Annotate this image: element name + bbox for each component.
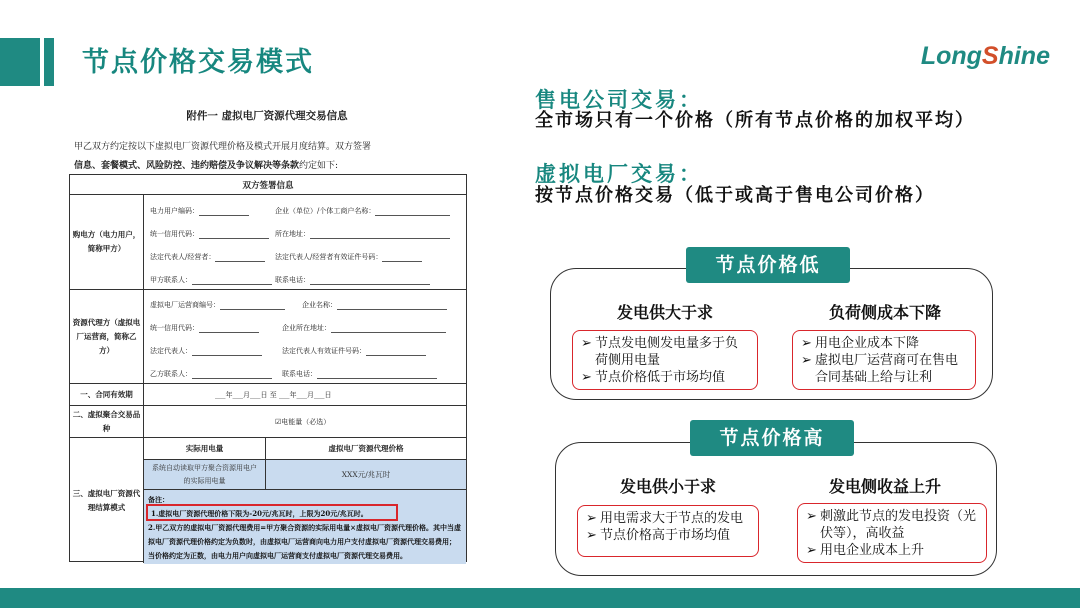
high-left-title: 发电供小于求 [619, 477, 716, 496]
buyer-field: 法定代表人/经营者： [150, 252, 265, 262]
low-right-box [792, 330, 976, 390]
footer-bar [0, 588, 1080, 608]
agent-field: 法定代表人有效证件号码： [282, 346, 426, 356]
buyer-field: 甲方联系人： [150, 275, 272, 285]
page-title: 节点价格交易模式 [82, 47, 314, 78]
sell-company-desc: 全市场只有一个价格（所有节点价格的加权平均） [535, 110, 975, 131]
variety-label: 二、虚拟聚合交易品种 [70, 406, 144, 437]
cell-actual-usage: 系统自动读取甲方聚合资源用电户的实际用电量 [144, 460, 266, 490]
agent-label: 资源代理方（虚拟电厂运营商，简称乙方） [70, 290, 144, 383]
cell-agent-price: XXX元/兆瓦时 [266, 460, 466, 490]
low-right-title: 负荷侧成本下降 [828, 303, 941, 322]
list-item: ➢ 节点发电侧发电量多于负荷侧用电量 [581, 336, 739, 368]
low-price-tag: 节点价格低 [686, 247, 850, 283]
high-price-tag: 节点价格高 [690, 420, 854, 456]
sell-company-title: 售电公司交易： [535, 88, 703, 112]
table-header: 双方签署信息 [242, 180, 294, 191]
agent-field: 虚拟电厂运营商编号： [150, 300, 285, 310]
agent-row [70, 289, 466, 383]
accent-bar [0, 38, 40, 86]
col-actual-usage: 实际用电量 [144, 438, 266, 460]
high-right-box [797, 503, 987, 563]
buyer-label: 购电方（电力用户，简称甲方） [70, 195, 144, 289]
period-label: 一、合同有效期 [70, 384, 144, 405]
settlement-label: 三、虚拟电厂资源代理结算模式 [70, 438, 144, 563]
list-item: ➢ 用电企业成本上升 [806, 543, 925, 558]
list-item: ➢ 节点价格高于市场均值 [586, 528, 731, 543]
variety-value: ☑电能量（必选） [275, 418, 331, 426]
vpp-trade-title: 虚拟电厂交易： [535, 162, 703, 186]
price-limit-highlight [146, 504, 398, 521]
buyer-field: 电力用户编码： [150, 206, 249, 216]
longshine-logo: LongShine [920, 42, 1050, 70]
list-item: ➢ 虚拟电厂运营商可在售电合同基础上给与让利 [801, 353, 959, 385]
list-item: ➢ 用电需求大于节点的发电 [586, 511, 744, 526]
agent-field: 法定代表人： [150, 346, 262, 356]
low-left-box [572, 330, 758, 390]
buyer-field: 企业（单位）/个体工商户名称： [275, 206, 450, 216]
low-left-title: 发电供大于求 [616, 303, 713, 322]
document-title: 附件一 虚拟电厂资源代理交易信息 [186, 110, 348, 122]
document-intro: 甲乙双方约定按以下虚拟电厂资源代理价格及模式开展月度结算。双方签署 信息、套餐模式、风险防控、违约赔偿及争议解决等条款约定如下: [74, 142, 372, 171]
variety-row [70, 405, 466, 437]
buyer-field: 所在地址： [275, 229, 450, 239]
agent-field: 联系电话： [282, 369, 437, 379]
list-item: ➢ 节点价格低于市场均值 [581, 370, 726, 385]
list-item: ➢ 刺激此节点的发电投资（光伏等），高收益 [806, 509, 977, 541]
agent-field: 乙方联系人： [150, 369, 272, 379]
settlement-notes: 备注： 1.虚拟电厂资源代理价格下限为-20元/兆瓦时，上限为20元/兆瓦时。 2.甲乙双方的虚拟电厂资源代理费用=甲方聚合资源的实际用电量×虚拟电厂资源代理价格。其中当虚拟电厂资源代理价格约定为负数时，由虚拟电厂运营商向电力用户支付虚拟电厂资源代理交易费用；当价格约定为正数，由电力用户向虚拟电厂运营商支付虚拟电厂资源代理交易费用。 [144, 490, 466, 564]
accent-bar-thin [44, 38, 54, 86]
high-left-box [577, 505, 759, 557]
vpp-trade-desc: 按节点价格交易（低于或高于售电公司价格） [535, 185, 935, 206]
agent-field: 统一信用代码： [150, 323, 259, 333]
agreement-table [69, 174, 467, 562]
list-item: ➢ 用电企业成本下降 [801, 336, 920, 351]
buyer-field: 法定代表人/经营者有效证件号码： [275, 252, 422, 262]
agent-field: 企业名称： [302, 300, 447, 310]
buyer-row [70, 194, 466, 289]
buyer-field: 联系电话： [275, 275, 430, 285]
period-value: ___年___月___日 至 ___年___月___日 [215, 391, 332, 399]
note-fee-formula: 2.甲乙双方的虚拟电厂资源代理费用=甲方聚合资源的实际用电量×虚拟电厂资源代理价格。其中当虚拟电厂资源代理价格约定为负数时，由虚拟电厂运营商向电力用户支付虚拟电厂资源代理交易费用；当价格约定为正数，由电力用户向虚拟电厂运营商支付虚拟电厂资源代理交易费用。 [148, 523, 462, 560]
col-agent-price: 虚拟电厂资源代理价格 [266, 438, 466, 460]
agent-field: 企业所在地址： [282, 323, 446, 333]
note-price-limit: 1.虚拟电厂资源代理价格下限为-20元/兆瓦时，上限为20元/兆瓦时。 [151, 509, 368, 518]
high-right-title: 发电侧收益上升 [828, 477, 941, 496]
buyer-field: 统一信用代码： [150, 229, 269, 239]
period-row [70, 383, 466, 405]
settlement-row [70, 437, 466, 563]
contract-document [66, 100, 468, 570]
